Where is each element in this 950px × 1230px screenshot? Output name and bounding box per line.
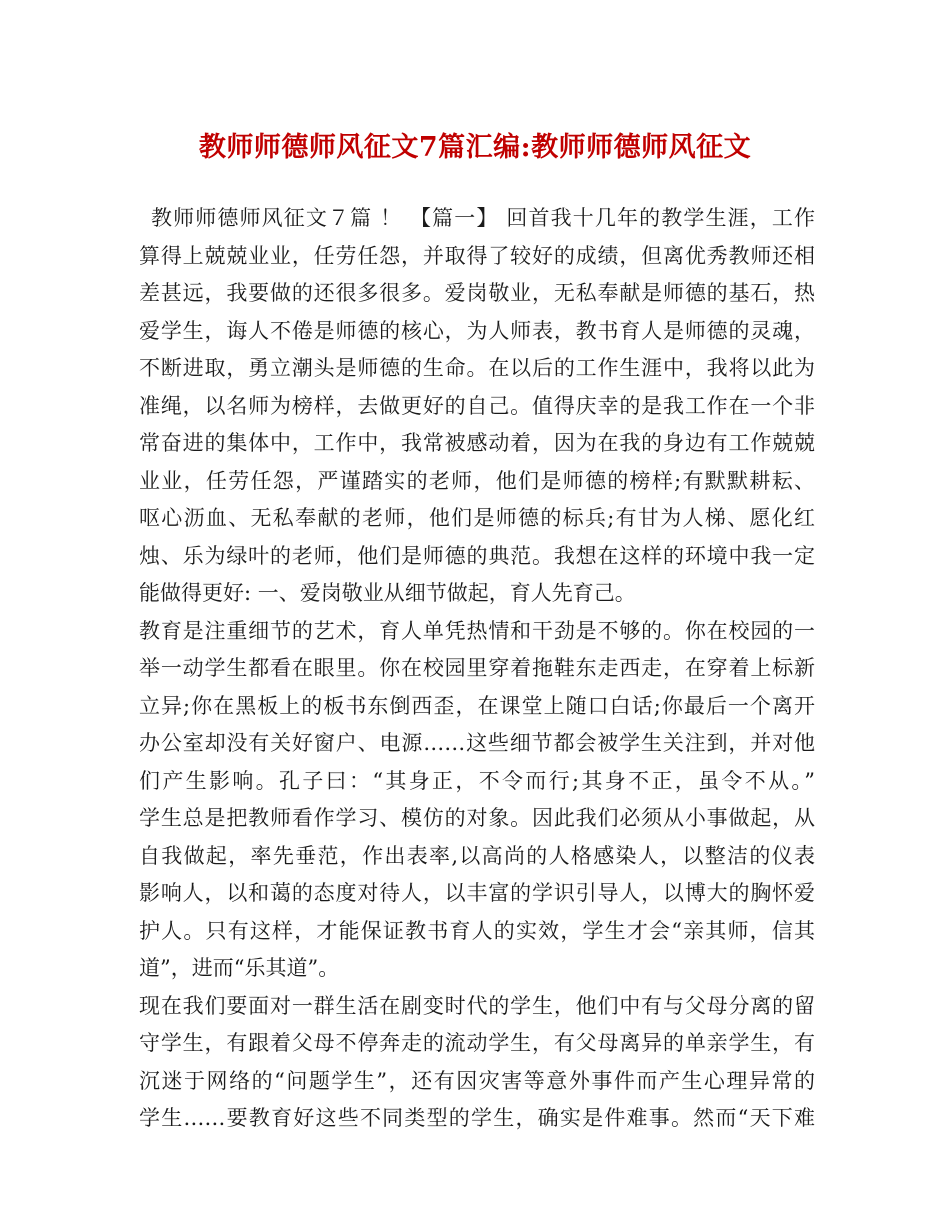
- body-line: 能做得更好: 一、爱岗敬业从细节做起，育人先育己。: [139, 581, 636, 605]
- body-line: 护人。只有这样，才能保证教书育人的实效，学生才会“亲其师，信其: [139, 918, 815, 943]
- document-title: 教师师德师风征文7篇汇编:教师师德师风征文: [198, 132, 752, 163]
- body-line: 立异;你在黑板上的板书东倒西歪，在课堂上随口白话;你最后一个离开: [139, 693, 815, 718]
- body-line: 学生……要教育好这些不同类型的学生，确实是件难事。然而“天下难: [139, 1106, 815, 1130]
- body-line: 们产生影响。孔子曰：“其身正，不令而行;其身不正，虽令不从。”: [139, 768, 815, 793]
- body-line: 呕心沥血、无私奉献的老师，他们是师德的标兵;有甘为人梯、愿化红: [139, 506, 815, 530]
- body-line: 爱学生，诲人不倦是师德的核心，为人师表，教书育人是师德的灵魂，: [139, 318, 815, 343]
- body-line: 现在我们要面对一群生活在剧变时代的学生，他们中有与父母分离的留: [139, 993, 815, 1018]
- body-line: 自我做起，率先垂范，作出表率,以高尚的人格感染人，以整洁的仪表: [139, 843, 815, 868]
- body-line: 教师师德师风征文７篇 ！ 【篇一】 回首我十几年的教学生涯，工作: [151, 206, 815, 230]
- body-line: 算得上兢兢业业，任劳任怨，并取得了较好的成绩，但离优秀教师还相: [139, 243, 815, 268]
- body-line: 学生总是把教师看作学习、模仿的对象。因此我们必须从小事做起，从: [139, 806, 815, 830]
- body-line: 常奋进的集体中，工作中，我常被感动着，因为在我的身边有工作兢兢: [139, 431, 815, 455]
- body-line: 办公室却没有关好窗户、电源……这些细节都会被学生关注到，并对他: [139, 731, 815, 755]
- body-line: 影响人，以和蔼的态度对待人，以丰富的学识引导人，以博大的胸怀爱: [139, 881, 815, 905]
- body-line: 业业，任劳任怨，严谨踏实的老师，他们是师德的榜样;有默默耕耘、: [139, 468, 815, 493]
- body-line: 差甚远，我要做的还很多很多。爱岗敬业，无私奉献是师德的基石，热: [139, 281, 815, 305]
- body-line: 烛、乐为绿叶的老师，他们是师德的典范。我想在这样的环境中我一定: [139, 543, 815, 568]
- body-line: 沉迷于网络的“问题学生”，还有因灾害等意外事件而产生心理异常的: [139, 1068, 815, 1093]
- body-line: 守学生，有跟着父母不停奔走的流动学生，有父母离异的单亲学生，有: [139, 1031, 815, 1055]
- body-line: 教育是注重细节的艺术，育人单凭热情和干劲是不够的。你在校园的一: [139, 618, 815, 643]
- body-line: 道”，进而“乐其道”。: [139, 956, 340, 980]
- body-line: 举一动学生都看在眼里。你在校园里穿着拖鞋东走西走，在穿着上标新: [139, 656, 815, 680]
- document-body: [139, 200, 815, 1138]
- body-line: 不断进取，勇立潮头是师德的生命。在以后的工作生涯中，我将以此为: [139, 356, 815, 380]
- body-line: 准绳，以名师为榜样，去做更好的自己。值得庆幸的是我工作在一个非: [139, 393, 815, 418]
